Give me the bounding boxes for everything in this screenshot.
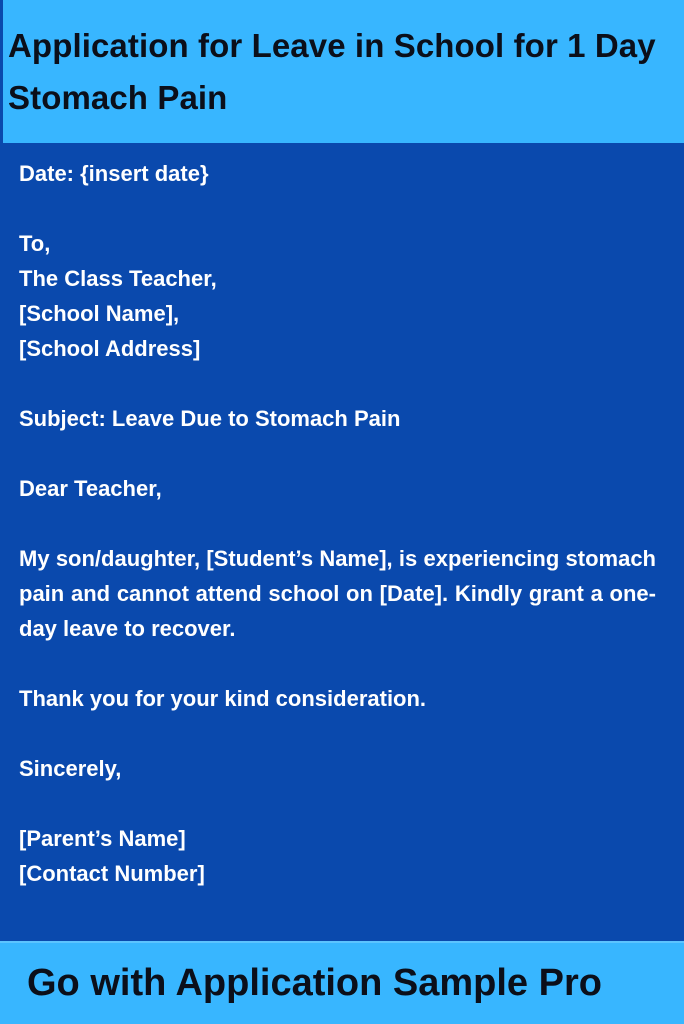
school-name-line: [School Name], (19, 301, 180, 326)
date-line: Date: {insert date} (19, 161, 209, 186)
to-line: To, (19, 231, 51, 256)
school-address-line: [School Address] (19, 336, 201, 361)
spacer (19, 716, 656, 751)
spacer (19, 786, 656, 821)
closing-line: Sincerely, (19, 756, 122, 781)
spacer (19, 506, 656, 541)
letter-body (19, 156, 656, 891)
spacer (19, 366, 656, 401)
spacer (19, 436, 656, 471)
page-title: Application for Leave in School for 1 Day Stomach Pain (8, 27, 656, 116)
spacer (19, 646, 656, 681)
salutation-line: Dear Teacher, (19, 476, 162, 501)
footer-text: Go with Application Sample Pro (27, 962, 602, 1004)
thanks-line: Thank you for your kind consideration. (19, 686, 427, 711)
body-paragraph: My son/daughter, [Student’s Name], is experiencing stomach pain and cannot attend school on [Date]. Kindly grant a one-day leave to recover. (19, 546, 656, 641)
title-banner (3, 0, 684, 143)
recipient-line: The Class Teacher, (19, 266, 217, 291)
subject-line: Subject: Leave Due to Stomach Pain (19, 406, 401, 431)
footer-banner (0, 941, 684, 1024)
parent-name-line: [Parent’s Name] (19, 826, 186, 851)
spacer (19, 191, 656, 226)
contact-number-line: [Contact Number] (19, 861, 205, 886)
